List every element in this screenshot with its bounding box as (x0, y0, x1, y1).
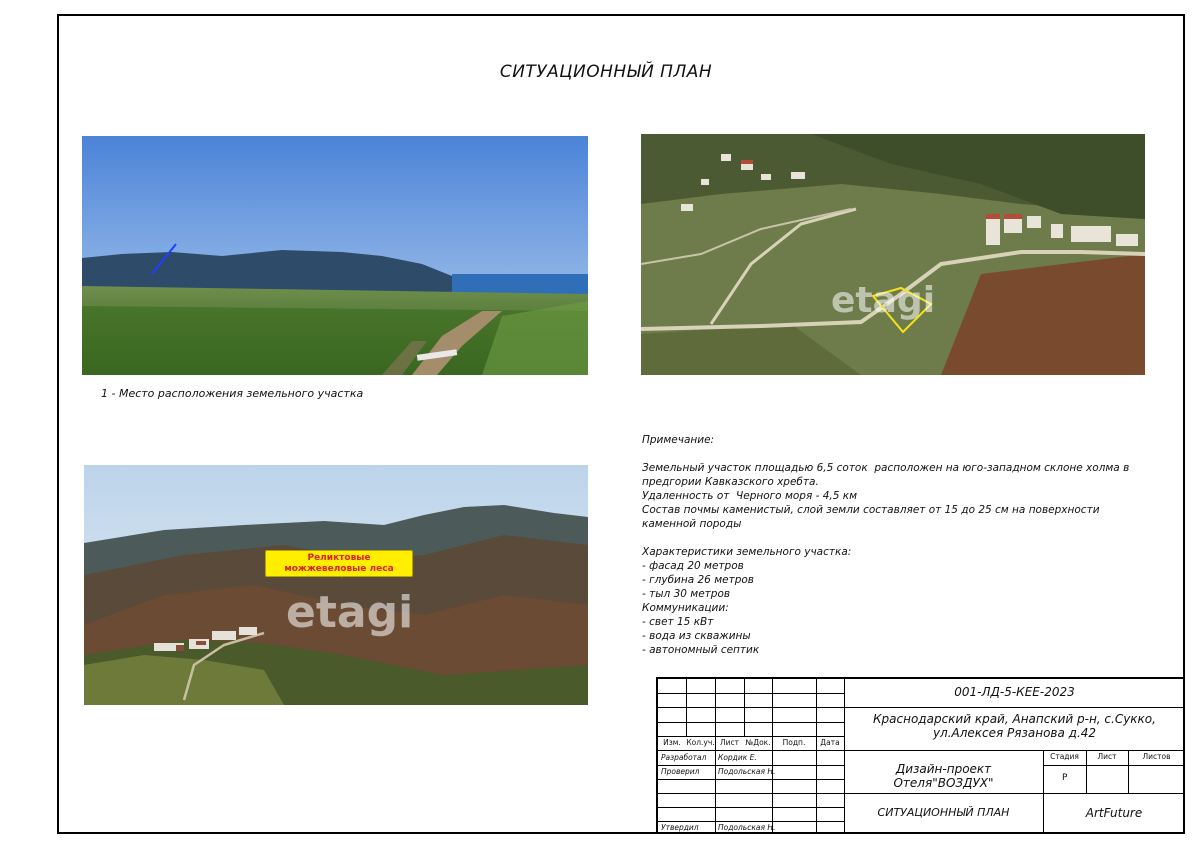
lists-label: Листов (1142, 752, 1171, 761)
approved-label: Утвердил (661, 823, 699, 832)
title-block (656, 677, 1185, 834)
developed-label: Разработал (661, 753, 707, 762)
communication-item: - свет 15 кВт (642, 616, 714, 628)
photo-juniper-forest (84, 465, 588, 705)
drawing-code: 001-ЛД-5-КЕЕ-2023 (954, 685, 1075, 699)
watermark-etagi-2: etagi (286, 587, 414, 638)
company-name: ArtFuture (1085, 806, 1143, 820)
characteristic-item: - глубина 26 метров (642, 574, 754, 586)
address-line-2: ул.Алексея Рязанова д.42 (932, 726, 1097, 740)
stage-value: Р (1062, 773, 1068, 783)
checked-name: Подольская Н. (718, 767, 776, 776)
col-kolich: Кол.уч. (686, 738, 715, 747)
sheet-name: СИТУАЦИОННЫЙ ПЛАН (877, 806, 1010, 819)
note-heading: Примечание: (642, 434, 715, 446)
col-podp: Подп. (782, 738, 806, 747)
characteristic-item: - фасад 20 метров (642, 560, 744, 572)
characteristic-item: - тыл 30 метров (642, 588, 731, 600)
note-paragraph-2: Удаленность от Черного моря - 4,5 км (642, 490, 858, 502)
stage-label: Стадия (1050, 752, 1079, 761)
photo-location-landscape (82, 136, 588, 375)
col-data: Дата (820, 738, 840, 747)
communication-item: - вода из скважины (642, 630, 751, 642)
address-line-1: Краснодарский край, Анапский р-н, с.Сукко, (873, 712, 1156, 726)
approved-name: Подольская Н. (718, 823, 776, 832)
note-paragraph-3: Состав почмы каменистый, слой земли составляет от 15 до 25 см на поверхности каменной породы (642, 504, 1103, 530)
photo1-caption: 1 - Место расположения земельного участка (101, 387, 364, 400)
checked-label: Проверил (661, 767, 700, 776)
callout-juniper-forest: Реликтовые можжевеловые леса (265, 550, 413, 577)
characteristics-heading: Характеристики земельного участка: (642, 546, 852, 558)
col-izm: Изм. (663, 738, 681, 747)
col-ndok: №Док. (745, 738, 771, 747)
project-name: Дизайн-проект Отеля"ВОЗДУХ" (893, 762, 994, 790)
watermark-etagi: etagi (831, 280, 936, 321)
communications-heading: Коммуникации: (642, 602, 729, 614)
note-paragraph-1: Земельный участок площадью 6,5 соток расположен на юго-западном склоне холма в предгории Кавказского хребта. (642, 462, 1133, 488)
list-label: Лист (1097, 752, 1117, 761)
col-list: Лист (719, 738, 739, 747)
page-title: СИТУАЦИОННЫЙ ПЛАН (499, 62, 713, 82)
communication-item: - автономный септик (642, 644, 760, 656)
photo-aerial-plot (641, 134, 1145, 375)
developed-name: Кордик Е. (718, 753, 757, 762)
notes-block (642, 433, 1132, 657)
